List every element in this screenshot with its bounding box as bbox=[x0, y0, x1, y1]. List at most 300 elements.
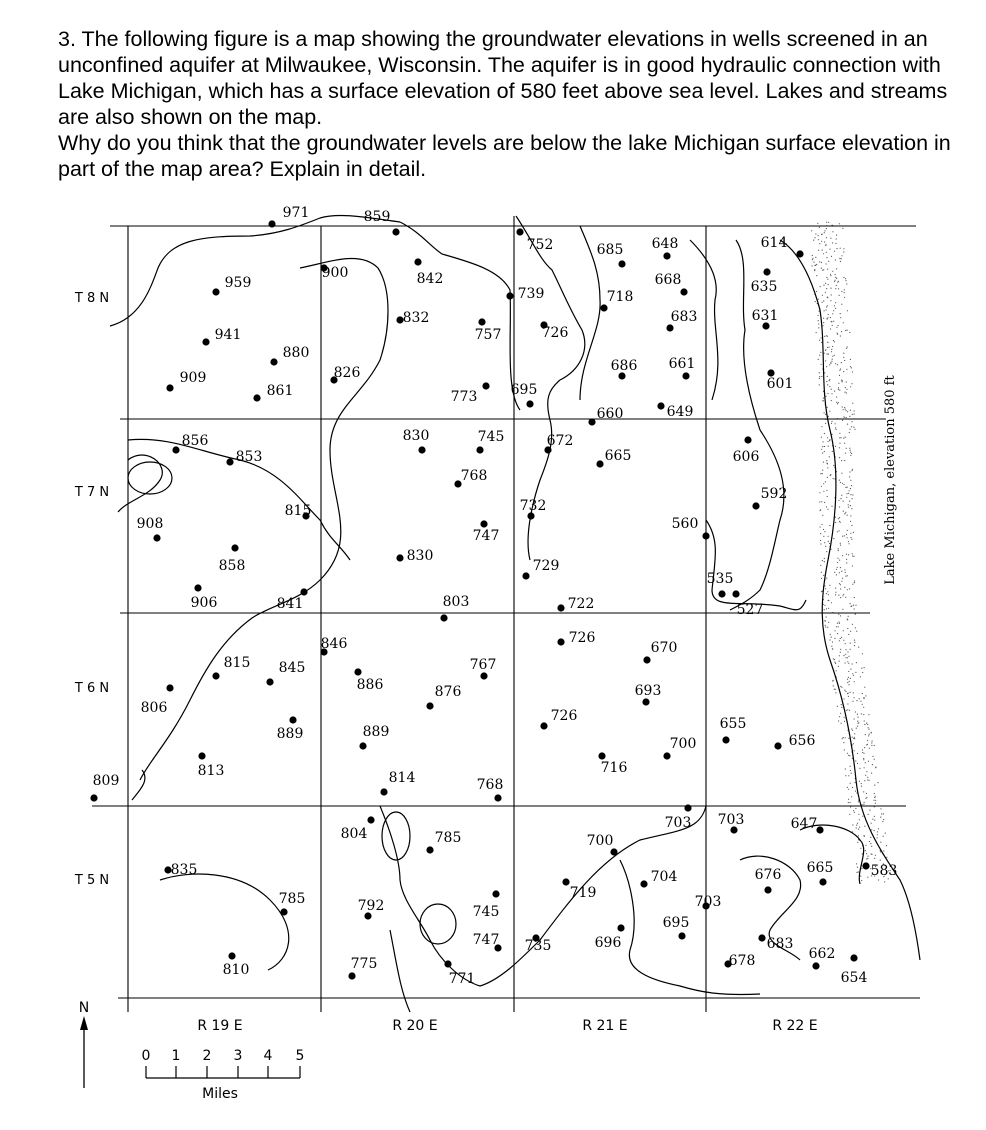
well-73 bbox=[477, 777, 504, 802]
range-label-r19e: R 19 E bbox=[197, 1018, 243, 1034]
well-35 bbox=[596, 448, 631, 468]
well-22 bbox=[669, 356, 696, 380]
well-dot bbox=[610, 848, 617, 855]
well-label: 696 bbox=[594, 935, 622, 951]
well-dot bbox=[562, 878, 569, 885]
well-96 bbox=[724, 953, 755, 969]
well-dot bbox=[480, 520, 487, 527]
well-label: 809 bbox=[92, 773, 120, 789]
well-46 bbox=[522, 558, 559, 580]
well-label: 889 bbox=[362, 724, 390, 740]
well-dot bbox=[663, 252, 670, 259]
well-label: 631 bbox=[751, 308, 779, 324]
well-dot bbox=[684, 804, 691, 811]
well-33 bbox=[476, 429, 504, 454]
well-70 bbox=[598, 752, 627, 776]
well-dot bbox=[763, 268, 770, 275]
well-label: 880 bbox=[282, 345, 310, 361]
wells bbox=[90, 205, 897, 987]
well-dot bbox=[228, 952, 235, 959]
well-label: 853 bbox=[235, 449, 263, 465]
well-15 bbox=[540, 321, 568, 341]
well-label: 747 bbox=[472, 932, 500, 948]
well-label: 785 bbox=[278, 891, 306, 907]
township-label-t6n: T 6 N bbox=[74, 681, 110, 696]
well-label: 785 bbox=[434, 830, 462, 846]
well-label: 527 bbox=[736, 602, 764, 618]
well-label: 655 bbox=[719, 716, 747, 732]
well-80 bbox=[164, 862, 197, 878]
well-10 bbox=[600, 289, 633, 312]
well-53 bbox=[320, 636, 347, 656]
well-2 bbox=[516, 228, 553, 253]
well-47 bbox=[707, 571, 734, 598]
well-dot bbox=[444, 960, 451, 967]
well-dot bbox=[212, 288, 219, 295]
well-18 bbox=[202, 327, 241, 346]
well-label: 662 bbox=[808, 946, 836, 962]
well-dot bbox=[482, 382, 489, 389]
well-dot bbox=[426, 702, 433, 709]
well-dot bbox=[354, 668, 361, 675]
well-56 bbox=[212, 655, 250, 680]
well-label: 695 bbox=[510, 382, 538, 398]
well-98 bbox=[348, 956, 377, 980]
well-77 bbox=[341, 816, 375, 842]
well-label: 583 bbox=[870, 863, 898, 879]
well-dot bbox=[212, 672, 219, 679]
well-93 bbox=[595, 924, 625, 951]
well-label: 700 bbox=[586, 833, 614, 849]
well-label: 676 bbox=[754, 867, 782, 883]
well-dot bbox=[440, 614, 447, 621]
well-label: 683 bbox=[670, 309, 698, 325]
well-78 bbox=[426, 830, 461, 854]
well-dot bbox=[862, 862, 869, 869]
range-label-r22e: R 22 E bbox=[772, 1018, 818, 1034]
well-label: 726 bbox=[550, 708, 578, 724]
well-label: 592 bbox=[760, 486, 788, 502]
well-label: 959 bbox=[224, 275, 252, 291]
well-dot bbox=[380, 788, 387, 795]
well-label: 700 bbox=[669, 736, 697, 752]
well-dot bbox=[680, 288, 687, 295]
well-50 bbox=[440, 594, 469, 622]
well-label: 739 bbox=[517, 286, 545, 302]
well-label: 693 bbox=[634, 683, 662, 699]
well-21 bbox=[611, 358, 638, 380]
well-dot bbox=[231, 544, 238, 551]
well-dot bbox=[796, 250, 803, 257]
question-paragraph-2: Why do you think that the groundwater levels are below the lake Michigan surface elevation in part of the map area? Explain in detail. bbox=[58, 131, 951, 181]
well-5 bbox=[761, 235, 804, 258]
well-dot bbox=[478, 318, 485, 325]
well-dot bbox=[414, 258, 421, 265]
scale-tick-2: 2 bbox=[202, 1048, 212, 1064]
well-label: 665 bbox=[604, 448, 632, 464]
well-dot bbox=[226, 458, 233, 465]
well-dot bbox=[418, 446, 425, 453]
well-54 bbox=[557, 630, 595, 646]
well-81 bbox=[640, 869, 677, 888]
well-label: 773 bbox=[450, 389, 478, 405]
well-label: 856 bbox=[181, 433, 209, 449]
well-dot bbox=[166, 684, 173, 691]
well-9 bbox=[506, 286, 544, 302]
well-27 bbox=[767, 369, 794, 392]
well-dot bbox=[202, 338, 209, 345]
well-6 bbox=[212, 275, 251, 296]
well-label: 670 bbox=[650, 640, 678, 656]
well-dot bbox=[642, 698, 649, 705]
well-dot bbox=[540, 722, 547, 729]
well-92 bbox=[525, 934, 552, 954]
well-label: 815 bbox=[223, 655, 251, 671]
well-label: 813 bbox=[197, 763, 225, 779]
well-75 bbox=[718, 812, 745, 834]
well-label: 842 bbox=[416, 271, 444, 287]
scale-tick-3: 3 bbox=[233, 1048, 243, 1064]
well-dot bbox=[280, 908, 287, 915]
well-label: 726 bbox=[541, 325, 569, 341]
well-49 bbox=[277, 588, 308, 612]
well-label: 716 bbox=[600, 760, 628, 776]
well-dot bbox=[494, 794, 501, 801]
well-66 bbox=[359, 724, 389, 750]
well-28 bbox=[588, 406, 623, 426]
well-95 bbox=[809, 946, 836, 970]
well-dot bbox=[492, 890, 499, 897]
well-dot bbox=[194, 584, 201, 591]
well-label: 704 bbox=[650, 869, 678, 885]
well-42 bbox=[672, 516, 710, 540]
well-24 bbox=[253, 383, 293, 402]
scale-units: Miles bbox=[202, 1086, 238, 1102]
well-dot bbox=[480, 672, 487, 679]
well-32 bbox=[403, 428, 430, 454]
scale-bar bbox=[142, 1048, 305, 1102]
well-51 bbox=[557, 596, 594, 612]
well-label: 941 bbox=[214, 327, 242, 343]
well-dot bbox=[678, 932, 685, 939]
well-label: 649 bbox=[666, 404, 694, 420]
well-label: 703 bbox=[664, 815, 692, 831]
well-label: 768 bbox=[460, 468, 488, 484]
well-dot bbox=[392, 228, 399, 235]
well-label: 767 bbox=[469, 657, 497, 673]
well-4 bbox=[652, 236, 679, 260]
township-label-t5n: T 5 N bbox=[74, 873, 110, 888]
well-dot bbox=[850, 954, 857, 961]
well-dot bbox=[268, 220, 275, 227]
well-29 bbox=[657, 402, 693, 420]
well-64 bbox=[720, 716, 747, 744]
well-label: 660 bbox=[596, 406, 624, 422]
well-dot bbox=[618, 260, 625, 267]
well-55 bbox=[643, 640, 677, 664]
well-57 bbox=[266, 660, 305, 686]
well-label: 703 bbox=[694, 894, 722, 910]
well-label: 703 bbox=[717, 812, 745, 828]
well-39 bbox=[285, 503, 312, 520]
well-dot bbox=[348, 972, 355, 979]
well-label: 661 bbox=[668, 356, 696, 372]
well-label: 908 bbox=[136, 516, 164, 532]
well-label: 775 bbox=[350, 956, 378, 972]
well-8 bbox=[414, 258, 443, 287]
well-1 bbox=[364, 209, 400, 236]
well-dot bbox=[476, 446, 483, 453]
well-label: 695 bbox=[662, 915, 690, 931]
well-69 bbox=[198, 752, 225, 779]
well-11 bbox=[655, 272, 688, 296]
well-label: 726 bbox=[568, 630, 596, 646]
range-label-r21e: R 21 E bbox=[582, 1018, 628, 1034]
well-label: 535 bbox=[706, 571, 734, 587]
well-dot bbox=[702, 532, 709, 539]
well-94 bbox=[758, 934, 793, 952]
well-label: 830 bbox=[402, 428, 430, 444]
well-label: 747 bbox=[472, 528, 500, 544]
well-dot bbox=[367, 816, 374, 823]
well-label: 830 bbox=[406, 548, 434, 564]
well-68 bbox=[774, 733, 815, 750]
well-label: 678 bbox=[728, 953, 756, 969]
well-71 bbox=[90, 773, 119, 802]
well-label: 757 bbox=[474, 327, 502, 343]
well-dot bbox=[359, 742, 366, 749]
township-label-t8n: T 8 N bbox=[74, 291, 110, 306]
well-16 bbox=[666, 309, 697, 332]
well-dot bbox=[596, 460, 603, 467]
well-84 bbox=[862, 862, 897, 879]
well-label: 686 bbox=[610, 358, 638, 374]
well-19 bbox=[270, 345, 309, 366]
well-36 bbox=[733, 436, 760, 465]
well-17 bbox=[752, 308, 779, 330]
scale-tick-4: 4 bbox=[263, 1048, 273, 1064]
well-52 bbox=[732, 590, 763, 618]
well-44 bbox=[219, 544, 246, 574]
well-dot bbox=[774, 742, 781, 749]
well-dot bbox=[657, 402, 664, 409]
well-85 bbox=[562, 878, 596, 901]
well-label: 722 bbox=[567, 596, 595, 612]
well-dot bbox=[744, 436, 751, 443]
well-99 bbox=[444, 960, 475, 987]
well-dot bbox=[557, 604, 564, 611]
well-dot bbox=[666, 324, 673, 331]
well-72 bbox=[380, 770, 415, 796]
well-dot bbox=[816, 826, 823, 833]
well-87 bbox=[358, 898, 385, 920]
well-88 bbox=[473, 890, 500, 920]
well-83 bbox=[807, 860, 834, 886]
well-dot bbox=[722, 736, 729, 743]
well-25 bbox=[451, 382, 490, 405]
well-label: 601 bbox=[766, 376, 794, 392]
well-58 bbox=[470, 657, 497, 680]
well-label: 647 bbox=[790, 816, 818, 832]
well-dot bbox=[732, 590, 739, 597]
well-45 bbox=[396, 548, 433, 564]
well-59 bbox=[354, 668, 383, 693]
well-label: 835 bbox=[170, 862, 198, 878]
well-dot bbox=[617, 924, 624, 931]
well-label: 889 bbox=[276, 726, 304, 742]
well-34 bbox=[544, 433, 573, 454]
well-dot bbox=[289, 716, 296, 723]
well-label: 845 bbox=[278, 660, 306, 676]
well-label: 560 bbox=[671, 516, 699, 532]
well-74 bbox=[665, 804, 692, 831]
well-label: 858 bbox=[218, 558, 246, 574]
well-dot bbox=[588, 418, 595, 425]
well-82 bbox=[755, 867, 782, 894]
well-90 bbox=[663, 915, 690, 940]
well-dot bbox=[557, 638, 564, 645]
well-dot bbox=[598, 752, 605, 759]
well-dot bbox=[819, 878, 826, 885]
well-dot bbox=[396, 554, 403, 561]
well-label: 745 bbox=[477, 429, 505, 445]
well-61 bbox=[635, 683, 662, 706]
well-dot bbox=[166, 384, 173, 391]
lake-michigan-label: Lake Michigan, elevation 580 ft bbox=[883, 375, 898, 585]
well-62 bbox=[141, 684, 174, 716]
well-dot bbox=[526, 400, 533, 407]
well-dot bbox=[663, 752, 670, 759]
well-dot bbox=[266, 678, 273, 685]
well-dot bbox=[752, 502, 759, 509]
well-43 bbox=[473, 520, 500, 544]
well-label: 635 bbox=[750, 279, 778, 295]
scale-tick-5: 5 bbox=[295, 1048, 305, 1064]
well-dot bbox=[643, 656, 650, 663]
well-label: 909 bbox=[179, 370, 207, 386]
well-dot bbox=[600, 304, 607, 311]
well-37 bbox=[454, 468, 487, 488]
well-dot bbox=[718, 590, 725, 597]
well-3 bbox=[597, 242, 626, 268]
well-label: 656 bbox=[788, 733, 816, 749]
well-7 bbox=[320, 264, 348, 281]
well-label: 685 bbox=[596, 242, 624, 258]
scale-tick-1: 1 bbox=[171, 1048, 181, 1064]
well-20 bbox=[330, 365, 360, 384]
well-dot bbox=[516, 228, 523, 235]
well-label: 815 bbox=[284, 503, 312, 519]
well-dot bbox=[90, 794, 97, 801]
well-label: 900 bbox=[321, 265, 349, 281]
range-label-r20e: R 20 E bbox=[392, 1018, 438, 1034]
township-label-t7n: T 7 N bbox=[74, 485, 110, 500]
well-label: 668 bbox=[654, 272, 682, 288]
well-label: 876 bbox=[434, 684, 462, 700]
well-label: 806 bbox=[140, 700, 168, 716]
range-labels bbox=[197, 1018, 817, 1034]
well-label: 768 bbox=[476, 777, 504, 793]
well-97 bbox=[223, 952, 250, 978]
well-label: 971 bbox=[282, 205, 310, 221]
well-label: 859 bbox=[363, 209, 391, 225]
well-label: 718 bbox=[606, 289, 634, 305]
north-arrow-label: N bbox=[78, 1000, 90, 1016]
well-48 bbox=[191, 584, 218, 611]
well-label: 745 bbox=[472, 904, 500, 920]
well-label: 846 bbox=[320, 636, 348, 652]
well-label: 614 bbox=[760, 235, 788, 251]
well-40 bbox=[520, 498, 547, 520]
well-label: 752 bbox=[526, 237, 554, 253]
well-label: 665 bbox=[806, 860, 834, 876]
well-dot bbox=[640, 880, 647, 887]
well-label: 735 bbox=[524, 938, 552, 954]
well-label: 906 bbox=[190, 595, 218, 611]
well-label: 606 bbox=[732, 449, 760, 465]
well-dot bbox=[270, 358, 277, 365]
scale-tick-0: 0 bbox=[141, 1048, 151, 1064]
well-dot bbox=[153, 534, 160, 541]
well-label: 803 bbox=[442, 594, 470, 610]
well-label: 832 bbox=[402, 310, 430, 326]
well-label: 732 bbox=[519, 498, 547, 514]
well-label: 672 bbox=[546, 433, 574, 449]
well-86 bbox=[279, 891, 306, 916]
well-100 bbox=[841, 954, 868, 986]
well-dot bbox=[426, 846, 433, 853]
well-14 bbox=[475, 318, 502, 343]
well-dot bbox=[300, 588, 307, 595]
well-label: 814 bbox=[388, 770, 416, 786]
lake-michigan-shore bbox=[811, 222, 891, 883]
north-arrow bbox=[79, 1000, 89, 1088]
well-dot bbox=[198, 752, 205, 759]
well-label: 804 bbox=[340, 826, 368, 842]
well-13 bbox=[396, 310, 429, 326]
well-dot bbox=[812, 962, 819, 969]
well-label: 792 bbox=[357, 898, 385, 914]
well-dot bbox=[764, 886, 771, 893]
well-12 bbox=[751, 268, 778, 295]
well-60 bbox=[426, 684, 461, 710]
question-paragraph-1: 3. The following figure is a map showing the groundwater elevations in wells screened in an unconfined aquifer at Milwaukee, Wisconsin. The aquifer is in good hydraulic connection with Lake Michigan, which has a surface elevation of 580 feet above sea level. Lakes and streams are also shown on the map. bbox=[58, 27, 948, 129]
well-67 bbox=[663, 736, 696, 760]
well-89 bbox=[695, 894, 722, 910]
well-label: 654 bbox=[840, 970, 868, 986]
well-63 bbox=[540, 708, 577, 730]
well-label: 861 bbox=[266, 383, 294, 399]
well-label: 771 bbox=[448, 971, 476, 987]
well-79 bbox=[587, 833, 618, 856]
well-65 bbox=[277, 716, 304, 742]
well-label: 683 bbox=[766, 936, 794, 952]
well-dot bbox=[253, 394, 260, 401]
well-label: 648 bbox=[651, 236, 679, 252]
well-label: 729 bbox=[532, 558, 560, 574]
well-label: 886 bbox=[356, 677, 384, 693]
well-26 bbox=[511, 382, 538, 408]
well-31 bbox=[226, 449, 262, 466]
well-38 bbox=[752, 486, 787, 510]
well-dot bbox=[172, 446, 179, 453]
well-dot bbox=[522, 572, 529, 579]
well-label: 719 bbox=[569, 885, 597, 901]
well-dot bbox=[758, 934, 765, 941]
well-label: 810 bbox=[222, 962, 250, 978]
well-label: 826 bbox=[333, 365, 361, 381]
well-label: 841 bbox=[276, 596, 304, 612]
